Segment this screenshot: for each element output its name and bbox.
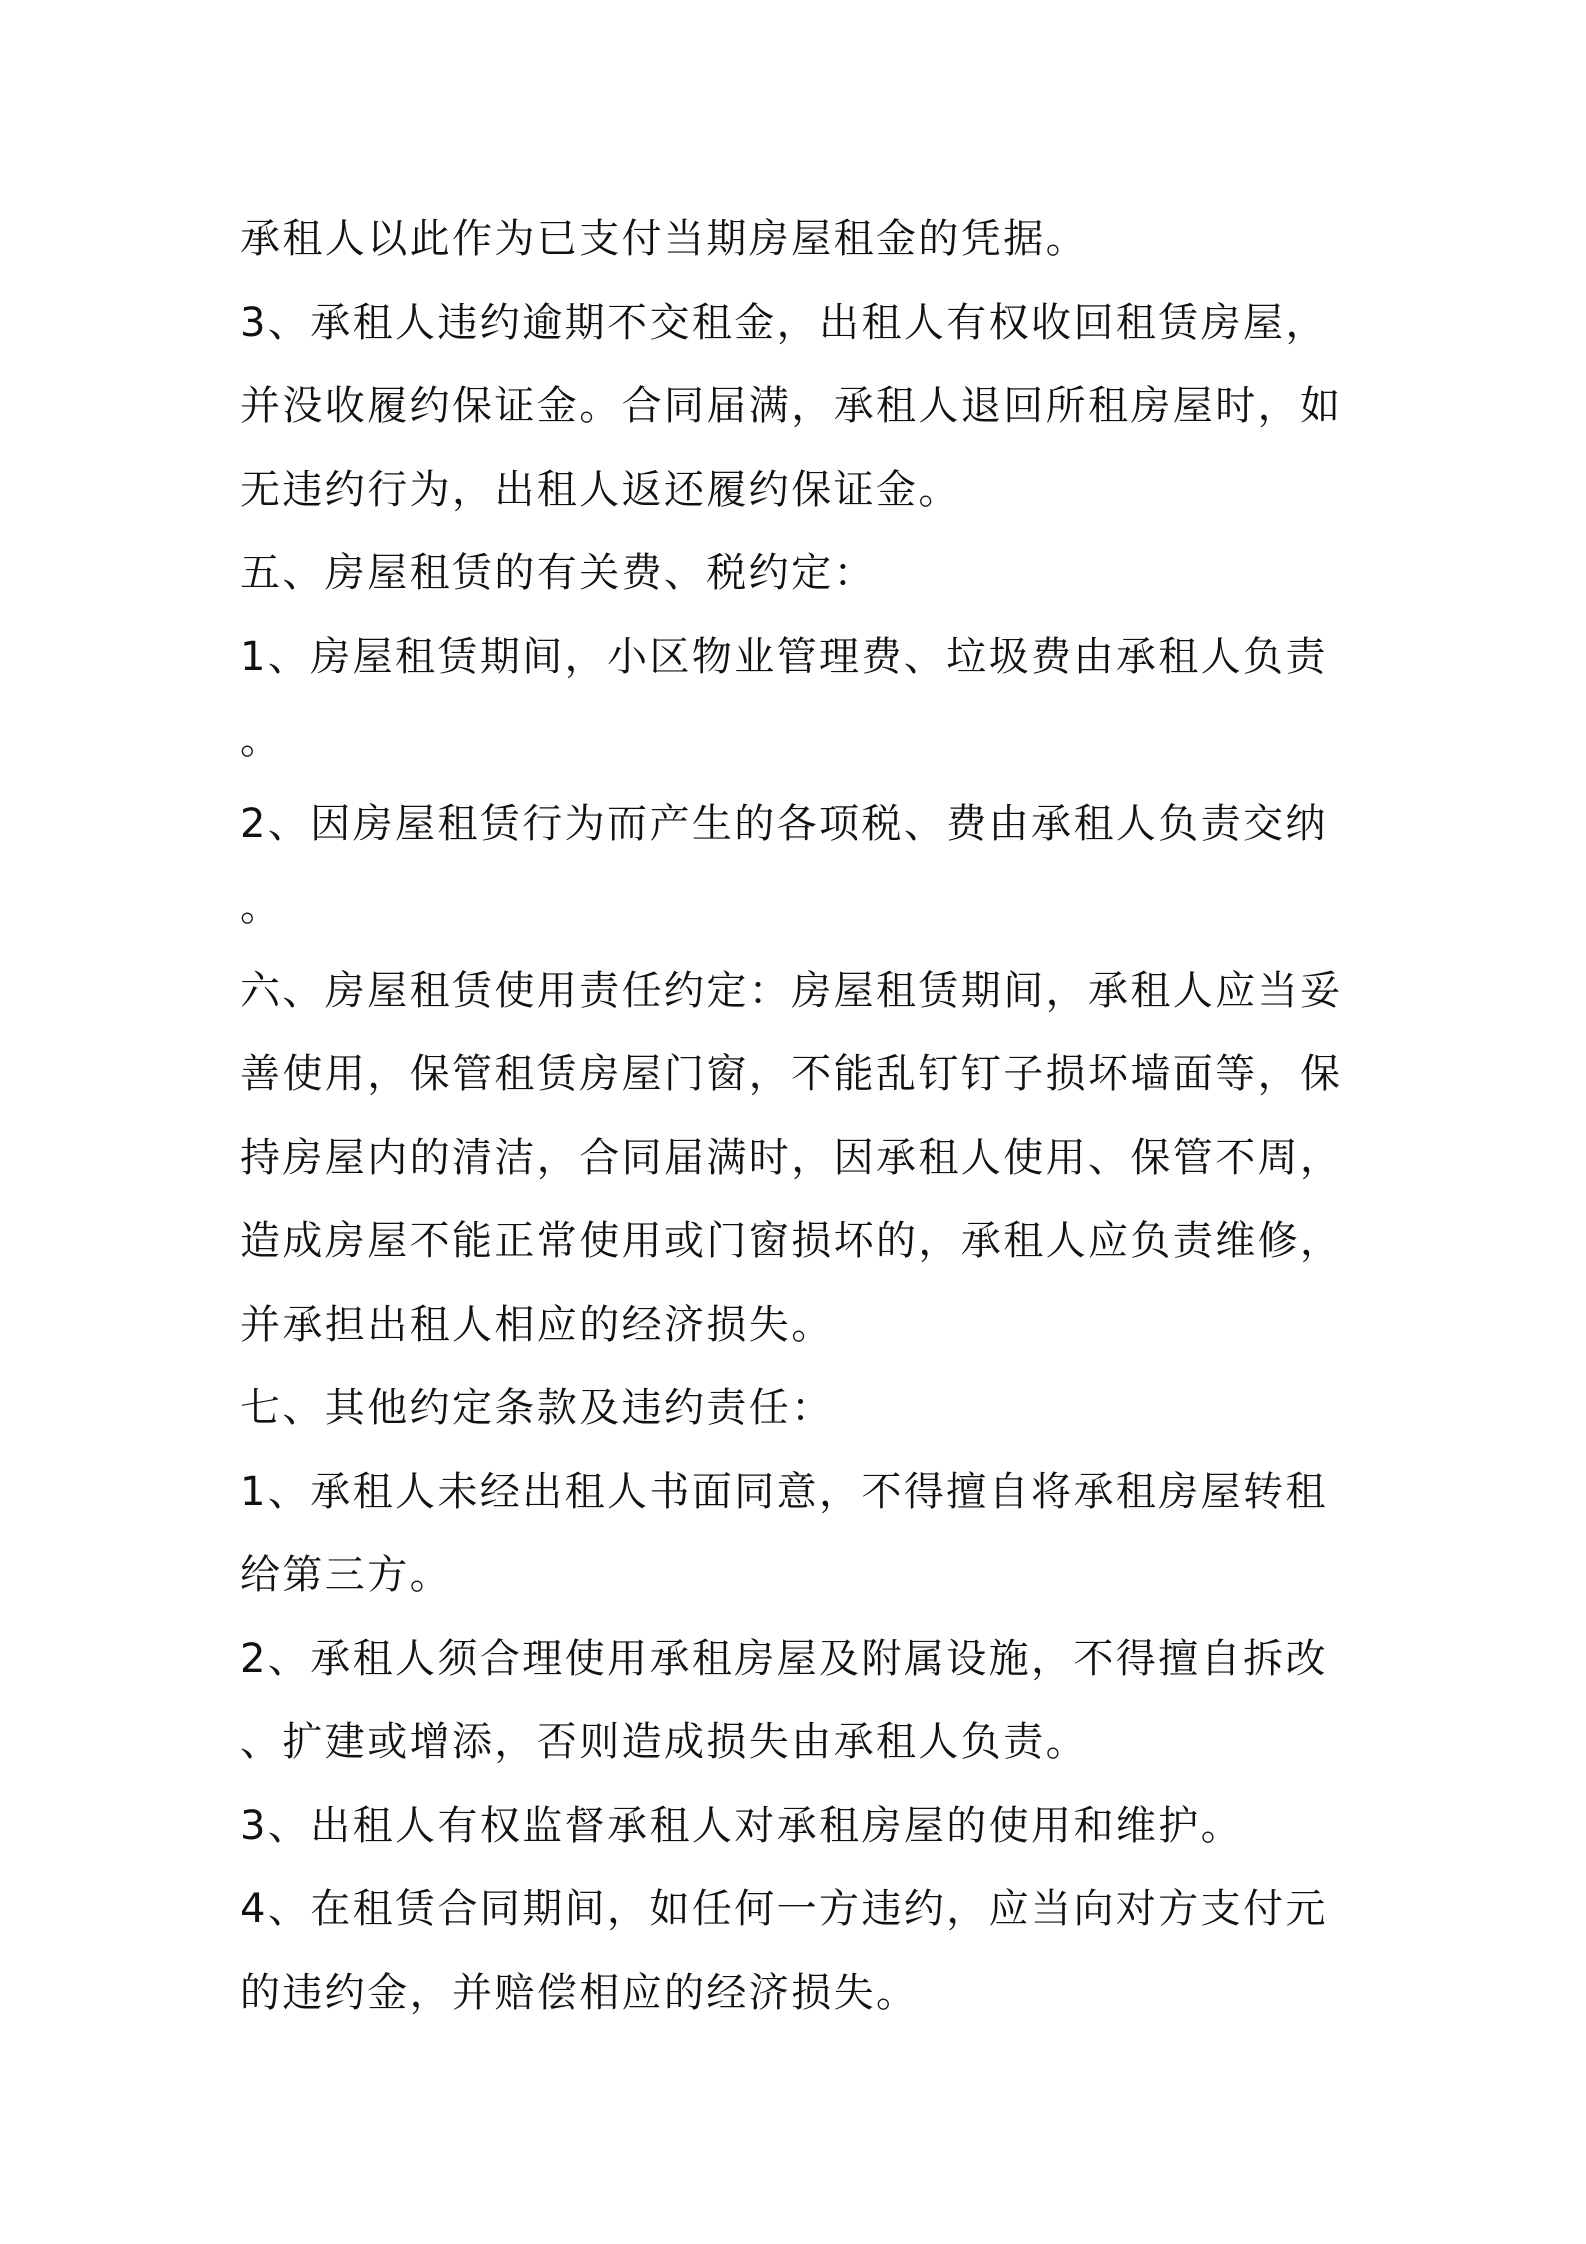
text-line: 。 [240,884,283,930]
text-line: 造成房屋不能正常使用或门窗损坏的，承租人应负责维修， [240,1218,1343,1264]
text-line: 并没收履约保证金。合同届满，承租人退回所租房屋时，如 [240,383,1343,429]
text-line: 1、房屋租赁期间，小区物业管理费、垃圾费由承租人负责 [240,633,1328,680]
text-line: 1、承租人未经出租人书面同意，不得擅自将承租房屋转租 [240,1468,1328,1515]
text-line: 给第三方。 [240,1552,452,1598]
text-line: 无违约行为，出租人返还履约保证金。 [240,466,961,513]
section-heading: 六、房屋租赁使用责任约定：房屋租赁期间，承租人应当妥 [240,967,1343,1014]
text-line: 并承担出租人相应的经济损失。 [240,1301,834,1348]
text-line: 3、出租人有权监督承租人对承租房屋的使用和维护。 [240,1802,1244,1849]
text-line: 、扩建或增添，否则造成损失由承租人负责。 [240,1719,1088,1765]
text-line: 的违约金，并赔偿相应的经济损失。 [240,1969,919,2016]
section-heading: 五、房屋租赁的有关费、税约定： [240,550,876,596]
document-body [240,198,1360,2035]
text-line: 持房屋内的清洁，合同届满时，因承租人使用、保管不周， [240,1134,1343,1181]
text-line: 承租人以此作为已支付当期房屋租金的凭据。 [240,216,1088,262]
section-heading: 七、其他约定条款及违约责任： [240,1385,834,1431]
text-line: 2、因房屋租赁行为而产生的各项税、费由承租人负责交纳 [240,800,1328,847]
text-line: 。 [240,717,283,763]
text-line: 2、承租人须合理使用承租房屋及附属设施，不得擅自拆改 [240,1635,1328,1682]
text-line: 善使用，保管租赁房屋门窗，不能乱钉钉子损坏墙面等，保 [240,1051,1343,1097]
text-line: 3、承租人违约逾期不交租金，出租人有权收回租赁房屋， [240,299,1328,346]
text-line: 4、在租赁合同期间，如任何一方违约，应当向对方支付元 [240,1886,1328,1932]
